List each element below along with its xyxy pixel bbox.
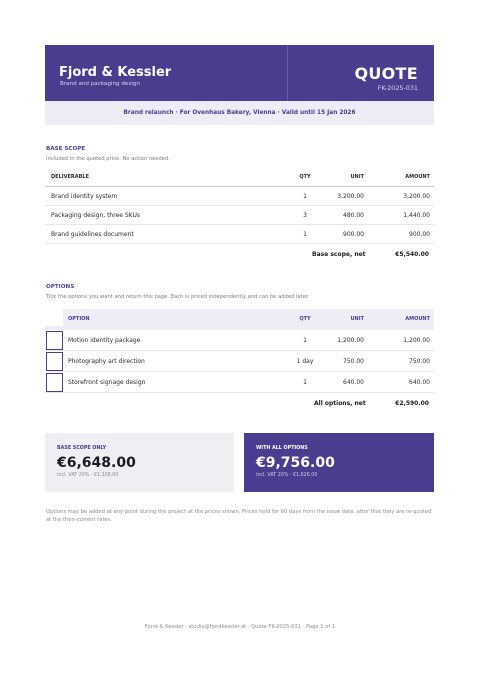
- all-options-summary-card: [244, 433, 434, 492]
- base-scope-summary-vat: incl. VAT 20% · €1,108.00: [57, 473, 119, 478]
- table-row: [45, 206, 434, 225]
- option-checkbox[interactable]: [46, 373, 63, 392]
- brand-tagline: Brand and packaging design: [60, 81, 140, 87]
- page-footer: Fjord & Kessler · studio@fjordkessler.at · Quote FK-2025-031 · Page 1 of 1: [144, 624, 336, 630]
- table-row: [45, 330, 434, 351]
- base-scope-title: BASE SCOPE: [46, 146, 86, 152]
- column-header-option: OPTION: [68, 316, 90, 322]
- deliverable-amount: 1,440.00: [403, 212, 430, 219]
- option-unit-price: 1,200.00: [337, 337, 364, 344]
- quote-header: [45, 45, 434, 101]
- table-row: [45, 225, 434, 244]
- option-unit-price: 750.00: [343, 358, 364, 365]
- base-scope-table: [45, 168, 434, 244]
- deliverable-unit-price: 3,200.00: [337, 193, 364, 200]
- column-header-deliverable: DELIVERABLE: [51, 174, 90, 180]
- base-scope-total-label: Base scope, net: [312, 251, 366, 258]
- quote-number: FK-2025-031: [377, 84, 418, 92]
- option-qty: 1: [303, 379, 307, 386]
- all-options-summary-label: WITH ALL OPTIONS: [256, 446, 308, 451]
- deliverable-qty: 3: [303, 212, 307, 219]
- header-divider: [287, 45, 288, 101]
- option-name: Motion identity package: [68, 337, 141, 344]
- all-options-summary-total: €9,756.00: [256, 455, 335, 471]
- table-row: [45, 372, 434, 393]
- option-name: Storefront signage design: [68, 379, 146, 386]
- document-type: QUOTE: [354, 64, 418, 83]
- table-row: [45, 351, 434, 372]
- base-scope-total-value: €5,540.00: [395, 251, 429, 258]
- base-scope-summary-label: BASE SCOPE ONLY: [57, 446, 107, 451]
- table-header: [45, 168, 434, 187]
- option-amount: 640.00: [409, 379, 430, 386]
- table-header: [45, 309, 434, 330]
- deliverable-amount: 3,200.00: [403, 193, 430, 200]
- option-amount: 750.00: [409, 358, 430, 365]
- column-header-qty: QTY: [299, 316, 311, 322]
- options-table: [45, 309, 434, 393]
- column-header-amount: AMOUNT: [405, 316, 430, 322]
- option-qty: 1 day: [296, 358, 314, 365]
- project-banner: Brand relaunch · For Ovenhaus Bakery, Vienna · Valid until 15 Jan 2026: [45, 101, 434, 125]
- options-title: OPTIONS: [46, 284, 75, 290]
- terms-note: Options may be added at any point during the project at the prices shown. Prices hold for 60 days from the issue date, after that they are re-quoted at the then-current rates.: [46, 509, 432, 523]
- option-qty: 1: [303, 337, 307, 344]
- base-scope-note: Included in the quoted price. No action needed.: [46, 156, 170, 162]
- column-header-amount: AMOUNT: [405, 174, 430, 180]
- column-header-unit: UNIT: [350, 316, 364, 322]
- deliverable-unit-price: 900.00: [343, 231, 364, 238]
- options-note: Tick the options you want and return this page. Each is priced independently and can be added later.: [46, 294, 310, 300]
- deliverable-qty: 1: [303, 193, 307, 200]
- deliverable-unit-price: 480.00: [343, 212, 364, 219]
- deliverable-name: Brand identity system: [51, 193, 118, 200]
- option-unit-price: 640.00: [343, 379, 364, 386]
- column-header-unit: UNIT: [350, 174, 364, 180]
- deliverable-name: Packaging design, three SKUs: [51, 212, 140, 219]
- deliverable-qty: 1: [303, 231, 307, 238]
- all-options-summary-vat: incl. VAT 20% · €1,626.00: [256, 473, 318, 478]
- column-header-qty: QTY: [299, 174, 311, 180]
- option-amount: 1,200.00: [403, 337, 430, 344]
- base-scope-summary-card: [45, 433, 234, 492]
- option-name: Photography art direction: [68, 358, 145, 365]
- option-checkbox[interactable]: [46, 331, 63, 350]
- options-total-value: €2,590.00: [395, 400, 429, 407]
- deliverable-amount: 900.00: [409, 231, 430, 238]
- checkbox-column-gap: [45, 309, 63, 326]
- options-total-label: All options, net: [314, 400, 366, 407]
- option-checkbox[interactable]: [46, 352, 63, 371]
- brand-name: Fjord & Kessler: [59, 65, 172, 80]
- table-row: [45, 187, 434, 206]
- base-scope-summary-total: €6,648.00: [57, 455, 136, 471]
- deliverable-name: Brand guidelines document: [51, 231, 134, 238]
